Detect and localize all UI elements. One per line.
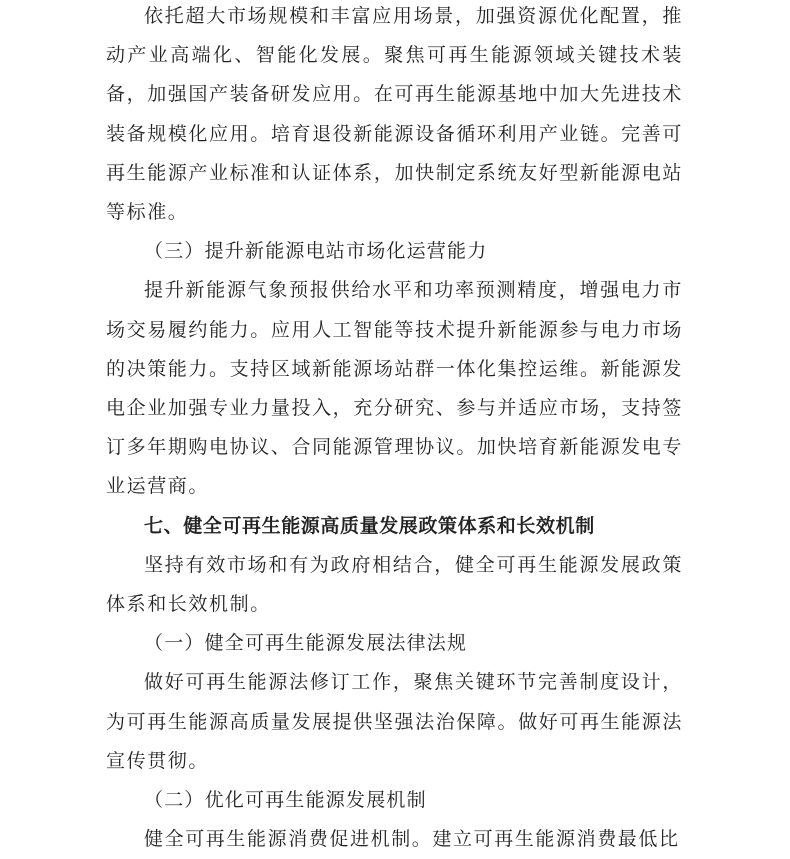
document-page <box>106 0 683 859</box>
subheading-development-mechanism: （二）优化可再生能源发展机制 <box>144 789 427 812</box>
body-paragraph: 坚持有效市场和有为政府相结合，健全可再生能源发展政策体系和长效机制。 <box>106 553 683 616</box>
body-paragraph: 做好可再生能源法修订工作，聚焦关键环节完善制度设计，为可再生能源高质量发展提供坚强法治保障。做好可再生能源法宣传贯彻。 <box>106 671 683 772</box>
subheading-laws-regulations: （一）健全可再生能源发展法律法规 <box>144 632 468 655</box>
section-heading-policy-system: 七、健全可再生能源高质量发展政策体系和长效机制 <box>144 514 595 537</box>
body-paragraph: 依托超大市场规模和丰富应用场景，加强资源优化配置，推动产业高端化、智能化发展。聚焦可再生能源领域关键技术装备，加强国产装备研发应用。在可再生能源基地中加大先进技术装备规模化应用。培育退役新能源设备循环利用产业链。完善可再生能源产业标准和认证体系，加快制定系统友好型新能源电站等标准。 <box>106 5 683 224</box>
subheading-market-operation: （三）提升新能源电站市场化运营能力 <box>144 240 488 263</box>
body-paragraph: 提升新能源气象预报供给水平和功率预测精度，增强电力市场交易履约能力。应用人工智能等技术提升新能源参与电力市场的决策能力。支持区域新能源场站群一体化集控运维。新能源发电企业加强专业力量投入，充分研究、参与并适应市场，支持签订多年期购电协议、合同能源管理协议。加快培育新能源发电专业运营商。 <box>106 279 683 498</box>
body-paragraph: 健全可再生能源消费促进机制。建立可再生能源消费最低比 <box>144 828 680 851</box>
